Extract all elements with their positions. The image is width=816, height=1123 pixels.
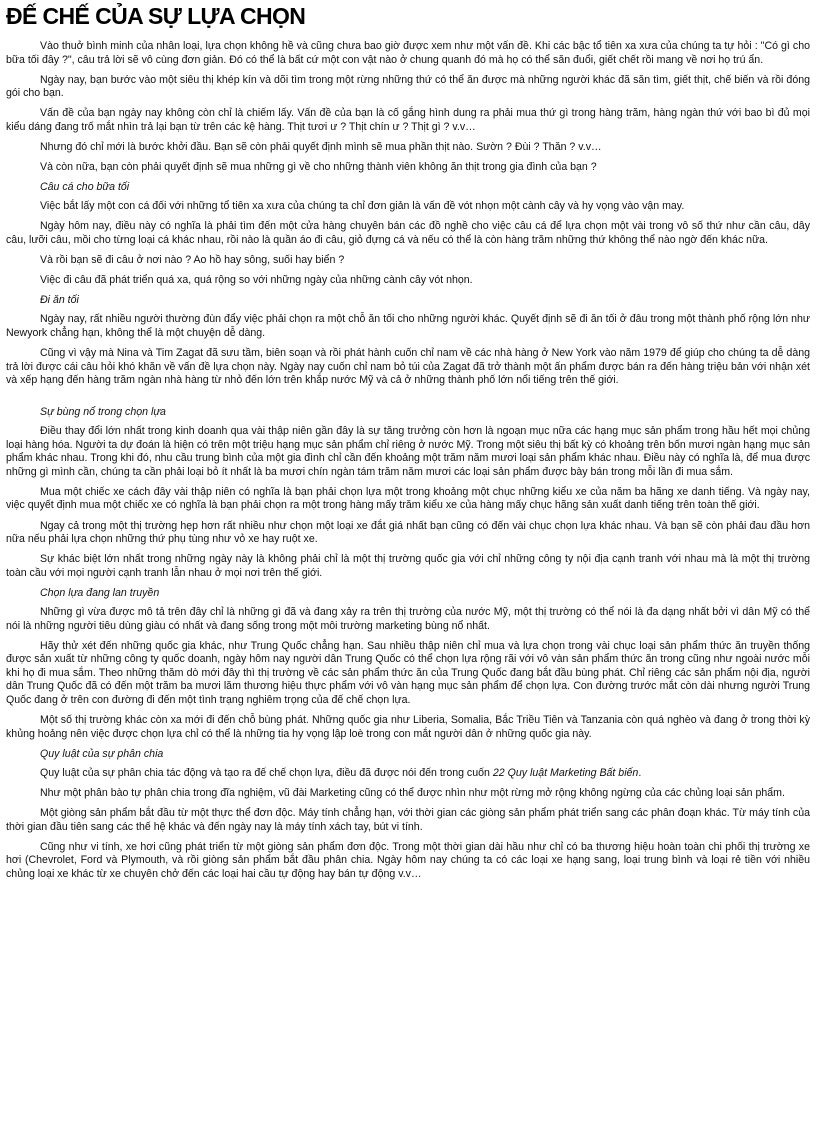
paragraph: Ngày nay, rất nhiều người thường đùn đẩy việc phải chọn ra một chỗ ăn tối cho những người khác. Quyết định sẽ đi ăn tối ở đâu trong một thành phố rộng lớn như Newyork chẳng hạn, không thể là một chuyện dễ dàng. (6, 313, 810, 339)
paragraph: Những gì vừa được mô tả trên đây chỉ là những gì đã và đang xảy ra trên thị trường của nước Mỹ, một thị trường có thể nói là đa dạng nhất bởi vì dân Mỹ có thể nói là những người tiêu dùng giàu có nhất và đang sống trong một môi trường marketing bùng nổ nhất. (6, 606, 810, 632)
section-heading: Quy luật của sự phân chia (40, 747, 164, 760)
paragraph: Và rồi bạn sẽ đi câu ở nơi nào ? Ao hồ hay sông, suối hay biển ? (40, 254, 345, 267)
article-body (6, 40, 810, 882)
paragraph: Một số thị trường khác còn xa mới đi đến chỗ bùng phát. Những quốc gia như Liberia, Somalia, Bắc Triều Tiên và Tanzania còn quá nghèo và đang ở trong thời kỳ khủng hoảng nên việc được chọn lựa chỉ có thể là những tia hy vọng lập loè trong con mắt người dân ở những quốc gia này. (6, 714, 810, 740)
paragraph-end: . (638, 766, 642, 779)
paragraph: Việc đi câu đã phát triển quá xa, quá rộng so với những ngày của những cành cây vót nhọn. (40, 274, 473, 287)
paragraph: Vào thuở bình minh của nhân loại, lựa chọn không hề và cũng chưa bao giờ được xem như một vấn đề. Khi các bậc tổ tiên xa xưa của chúng ta tự hỏi : "Có gì cho bữa tối đây ?", câu trả lời sẽ vô cùng đơn giản. Đó có thể là bất cứ một con vật nào ở chung quanh đó mà họ có thể săn đuổi, giết chết rồi mang về nơi họ trú ẩn. (6, 40, 810, 66)
paragraph: Một giòng sản phẩm bắt đầu từ một thực thể đơn độc. Máy tính chẳng hạn, với thời gian các giòng sản phẩm phát triển sang các phân đoạn khác. Từ máy tính của thời gian đầu tiên sang các thế hệ khác và đến ngày nay là máy tính xách tay, bút vi tính. (6, 807, 810, 833)
paragraph: Hãy thử xét đến những quốc gia khác, như Trung Quốc chẳng hạn. Sau nhiều thập niên chỉ mua và lựa chọn trong vài chục loại sản phẩm thức ăn truyền thống được sản xuất từ những công ty quốc doanh, ngày hôm nay người dân Trung Quốc có thể chọn lựa rộng rãi với vô vàn sản phẩm thức ăn trong cũng như ngoài nước mỗi khi họ đi mua sắm. Theo những thăm dò mới đây thì thị trường về các sản phẩm thức ăn của Trung Quốc đang bắt đầu bùng phát. Chỉ riêng các sản phẩm nội địa, người dân Trung Quốc đã có đến một trăm ba mươi lăm thương hiệu thực phẩm với vô vàn hạng mục sản phẩm để chọn lựa. Con đường trước mắt còn dài nhưng người Trung Quốc đang ở trên con đường đi đến một tình trạng nghiêm trọng của đế chế chọn lựa. (6, 639, 810, 707)
page-title: ĐẾ CHẾ CỦA SỰ LỰA CHỌN (6, 3, 306, 29)
section-heading: Sự bùng nổ trong chọn lựa (40, 405, 166, 418)
paragraph: Cũng vì vậy mà Nina và Tim Zagat đã sưu tầm, biên soạn và rồi phát hành cuốn chỉ nam về các nhà hàng ở New York vào năm 1979 để giúp cho chúng ta dễ dàng trả lời được cái câu hỏi khó khăn về vấn đề lựa chọn này. Ngày nay cuốn chỉ nam bỏ túi của Zagat đã trở thành một ấn phẩm được bán ra đến hàng triệu bản với nhận xét và xếp hạng đến hàng trăm ngàn nhà hàng từ nhỏ đến lớn trên khắp nước Mỹ và cả ở những thành phố lớn nổi tiếng trên thế giới. (6, 347, 810, 387)
paragraph: Việc bắt lấy một con cá đối với những tổ tiên xa xưa của chúng ta chỉ đơn giản là vấn đề vót nhọn một cành cây và hy vọng vào vận may. (40, 200, 685, 213)
paragraph: Và còn nữa, bạn còn phải quyết định sẽ mua những gì về cho những thành viên không ăn thịt trong gia đình của bạn ? (40, 161, 597, 174)
paragraph: Mua một chiếc xe cách đây vài thập niên có nghĩa là bạn phải chọn lựa một trong khoảng một chục những kiểu xe của năm ba hãng xe danh tiếng. Và ngày nay, việc quyết định mua một chiếc xe có nghĩa là bạn phải chọn ra một trong hàng mấy trăm kiểu xe của hàng mấy chục hãng sản xuất danh tiếng trên toàn thế giới. (6, 485, 810, 512)
section-heading: Câu cá cho bữa tối (40, 181, 130, 194)
section-heading: Đi ăn tối (40, 294, 79, 307)
section-heading: Chọn lựa đang lan truyền (40, 586, 160, 599)
paragraph: Cũng như vi tính, xe hơi cũng phát triển từ một giòng sản phẩm đơn độc. Trong một thời gian dài hầu như chỉ có ba thương hiệu hoàn toàn chi phối thị trường xe hơi (Chevrolet, Ford và Plymouth, và rồi giòng sản phẩm bắt đầu phân chia. Ngày hôm nay chúng ta có các loại xe hạng sang, loại trung bình và loại rẻ tiền với nhiều chủng loại xe khác từ xe chuyên chở đến các loại hai cầu tự động hay bán tự động v.v… (6, 840, 810, 880)
paragraph: Ngay cả trong một thị trường hẹp hơn rất nhiều như chọn một loại xe đắt giá nhất bạn cũng có đến vài chục chọn lựa khác nhau. Và bạn sẽ còn phải đau đầu hơn nữa nếu phải lựa chọn những thứ phụ tùng như vỏ xe hay ruột xe. (6, 519, 810, 546)
paragraph-with-book-title (6, 767, 810, 781)
paragraph: Như một phân bào tự phân chia trong đĩa nghiệm, vũ đài Marketing cũng có thể được nhìn như một rừng mở rộng không ngừng của các chủng loại sản phẩm. (40, 787, 785, 800)
paragraph: Ngày nay, bạn bước vào một siêu thị khép kín và dõi tìm trong một rừng những thứ có thể ăn được mà những người khác đã săn tìm, giết thịt, chế biến và rồi đóng gói cho bạn. (6, 73, 810, 100)
paragraph: Nhưng đó chỉ mới là bước khởi đầu. Bạn sẽ còn phải quyết định mình sẽ mua phần thịt nào. Sườn ? Đùi ? Thăn ? v.v… (40, 141, 602, 154)
paragraph-text: Quy luật của sự phân chia tác động và tạo ra đế chế chọn lựa, điều đã được nói đến trong cuốn (40, 766, 490, 779)
paragraph: Điều thay đổi lớn nhất trong kinh doanh qua vài thập niên gần đây là sự tăng trưởng còn hơn là ngoạn mục nữa các hạng mục sản phẩm trong hầu hết mọi chủng loại hàng hóa. Người ta dự đoán là hiện có trên một triệu hạng mục sản phẩm chỉ riêng ở nước Mỹ. Trong một siêu thị bất kỳ có khoảng trên bốn mươi ngàn hạng mục sản phẩm khác nhau. Trong khi đó, nhu cầu trung bình của một gia đình chỉ cần đến khoảng một trăm năm mươi loại sản phẩm khác nhau. Điều này có nghĩa là, để mua được những gì mình cần, chúng ta cần phải loại bỏ ít nhất là ba mươi chín ngàn tám trăm năm mươi các loại sản phẩm được bày bán trong mỗi lần đi mua sắm. (6, 424, 810, 478)
paragraph: Sự khác biệt lớn nhất trong những ngày này là không phải chỉ là một thị trường quốc gia với chỉ những công ty nội địa cạnh tranh với nhau mà là một thị trường toàn cầu với mọi người cạnh tranh lẫn nhau ở mọi nơi trên thế giới. (6, 553, 810, 579)
book-title: 22 Quy luật Marketing Bất biến (492, 766, 639, 779)
paragraph: Vấn đề của bạn ngày nay không còn chỉ là chiếm lấy. Vấn đề của bạn là cố gắng hình dung ra phải mua thứ gì trong hàng trăm, hàng ngàn thứ với bao bì đủ mọi kiểu dáng đang trố mắt nhìn trả lại bạn từ trên các kệ hàng. Thịt tươi ư ? Thịt chín ư ? Thịt gì ? v.v… (6, 107, 810, 133)
paragraph: Ngày hôm nay, điều này có nghĩa là phải tìm đến một cửa hàng chuyên bán các đồ nghề cho việc câu cá để lựa chọn một vài trong vô số thứ như cần câu, dây câu, lưỡi câu, mồi cho từng loại cá khác nhau, rồi nào là quần áo đi câu, giỏ đựng cá và nếu có thể là còn hàng trăm những thứ không thể nào ngờ đến khác nữa. (6, 220, 810, 247)
